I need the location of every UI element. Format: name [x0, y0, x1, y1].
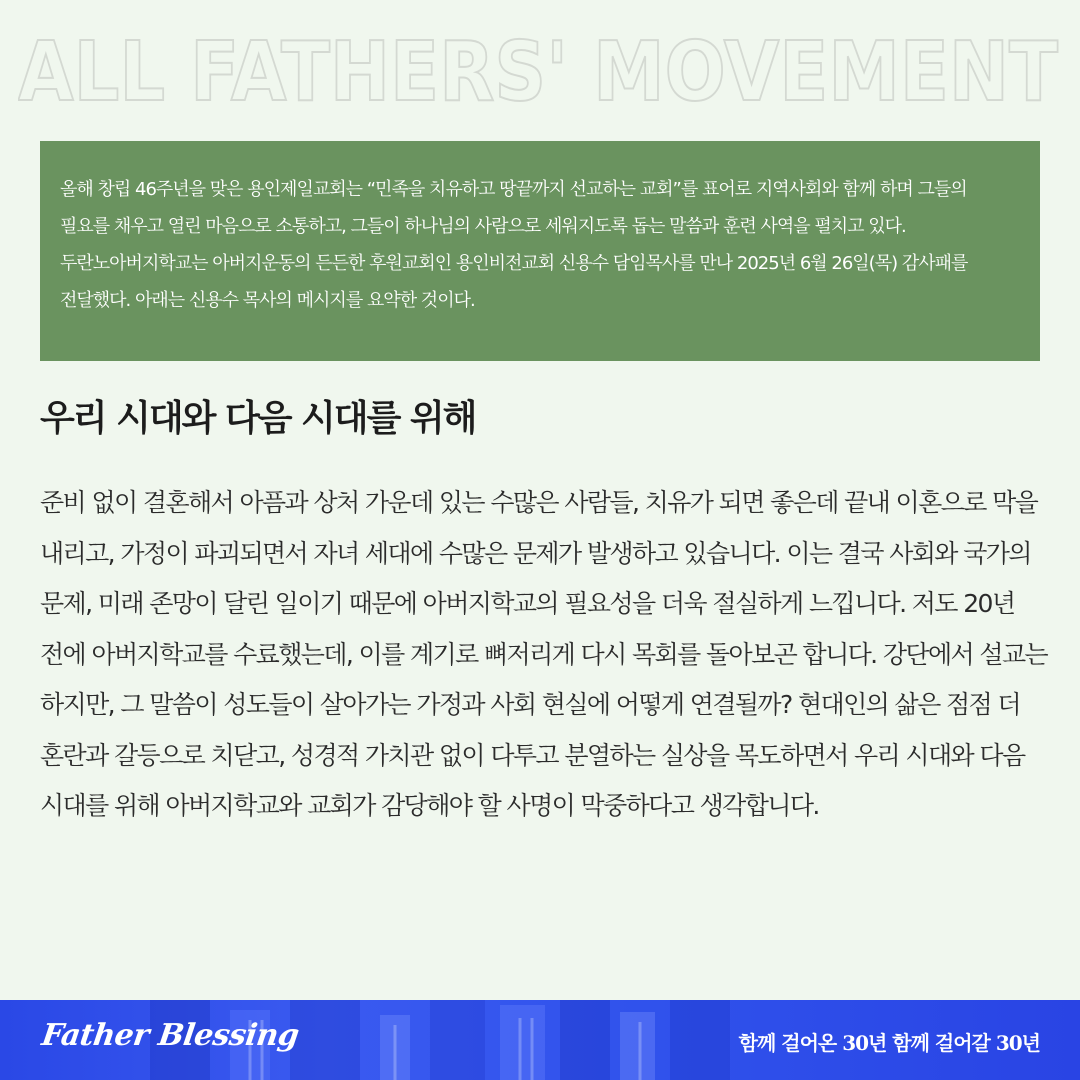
footer-brand-logo: Father Blessing [39, 1018, 301, 1053]
outline-title-banner [18, 22, 1062, 112]
footer-tagline: 함께 걸어온 30년 함께 걸어갈 30년 [738, 1031, 1040, 1055]
intro-box [40, 141, 1040, 361]
footer-banner [0, 1000, 1080, 1080]
intro-paragraph: 올해 창립 46주년을 맞은 용인제일교회는 “민족을 치유하고 땅끝까지 선교하는 교회”를 표어로 지역사회와 함께 하며 그들의 필요를 채우고 열린 마음으로 소통하고, 그들이 하나님의 사람으로 세워지도록 돕는 말씀과 훈련 사역을 펼치고 있다. 두란노아버지학교는 아버지운동의 든든한 후원교회인 용인비전교회 신용수 담임목사를 만나 2025년 6월 26일(목) 감사패를 전달했다. 아래는 신용수 목사의 메시지를 요약한 것이다. [60, 179, 968, 311]
article-body: 준비 없이 결혼해서 아픔과 상처 가운데 있는 수많은 사람들, 치유가 되면 좋은데 끝내 이혼으로 막을 내리고, 가정이 파괴되면서 자녀 세대에 수많은 문제가 발생하고 있습니다. 이는 결국 사회와 국가의 문제, 미래 존망이 달린 일이기 때문에 아버지학교의 필요성을 더욱 절실하게 느낍니다. 저도 20년 전에 아버지학교를 수료했는데, 이를 계기로 뼈저리게 다시 목회를 돌아보곤 합니다. 강단에서 설교는 하지만, 그 말씀이 성도들이 살아가는 가정과 사회 현실에 어떻게 연결될까? 현대인의 삶은 점점 더 혼란과 갈등으로 치닫고, 성경적 가치관 없이 다투고 분열하는 실상을 목도하면서 우리 시대와 다음 시대를 위해 아버지학교와 교회가 감당해야 할 사명이 막중하다고 생각합니다. [40, 488, 1048, 820]
section-heading: 우리 시대와 다음 시대를 위해 [40, 398, 476, 439]
outline-title-text: ALL FATHERS' MOVEMENT [18, 25, 1059, 112]
outline-title-svg [18, 22, 1062, 112]
